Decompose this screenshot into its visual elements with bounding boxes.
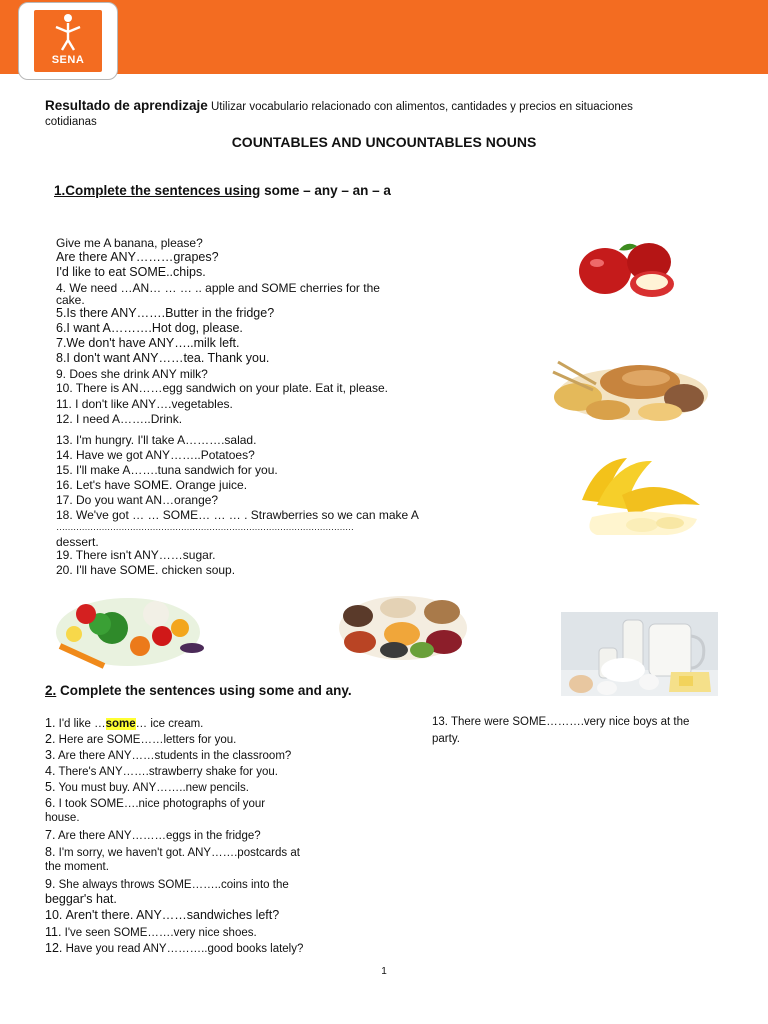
s1-line: 18. We've got … … SOME… … … . Strawberries so we can make A <box>56 508 419 522</box>
s2-text: beggar's hat. <box>45 892 117 906</box>
s2-line <box>45 716 203 730</box>
s1-line: 20. I'll have SOME. chicken soup. <box>56 563 236 577</box>
grains-bread-image <box>548 352 710 424</box>
s2-text: Here are SOME……letters for you. <box>58 734 237 746</box>
s1-line: 7.We don't have ANY…..milk left. <box>56 336 240 350</box>
s1-line: 4. We need …AN… … … .. apple and SOME cherries for the <box>56 281 380 295</box>
s2-highlight: some <box>105 718 136 730</box>
s1-dots-line: …………………………………………………………………………………………… <box>56 522 354 532</box>
sena-logo <box>34 10 102 72</box>
s2-line <box>45 796 265 810</box>
s1-line: 8.I don't want ANY……tea. Thank you. <box>56 351 270 365</box>
s2-right-line: 13. There were SOME……….very nice boys at the <box>432 716 690 728</box>
section2-heading <box>45 683 352 698</box>
s1-line: 19. There isn't ANY……sugar. <box>56 548 216 562</box>
s2-line <box>45 908 279 922</box>
s2-line <box>45 764 278 778</box>
s1-line: 10. There is AN……egg sandwich on your plate. Eat it, please. <box>56 381 388 395</box>
s2-num: 1. <box>45 716 56 730</box>
resultado-text-1: Utilizar vocabulario relacionado con alimentos, cantidades y precios en situaciones <box>211 101 633 113</box>
s2-num: 8. <box>45 845 56 859</box>
bananas-image <box>572 455 704 539</box>
s2-line <box>45 941 303 955</box>
logo-text: SENA <box>51 54 85 66</box>
section2-heading-num: 2. <box>45 683 57 698</box>
resultado-label: Resultado de aprendizaje <box>45 98 208 113</box>
s2-text: There's ANY…….strawberry shake for you. <box>58 766 278 778</box>
s2-line <box>45 812 80 824</box>
s2-line <box>45 925 257 939</box>
s2-line <box>45 732 236 746</box>
page-title: COUNTABLES AND UNCOUNTABLES NOUNS <box>231 134 537 150</box>
s1-line: I'd like to eat SOME..chips. <box>56 265 206 279</box>
s2-num: 2. <box>45 732 56 746</box>
s2-num: 7. <box>45 828 56 842</box>
s2-num: 12. <box>45 941 63 955</box>
s2-text: Aren't there. ANY……sandwiches left? <box>65 908 280 922</box>
apples-image <box>575 238 680 303</box>
s1-line: 13. I'm hungry. I'll take A……….salad. <box>56 433 257 447</box>
s1-line: dessert. <box>56 535 99 549</box>
logo-box <box>18 2 118 80</box>
s2-num: 4. <box>45 764 56 778</box>
s2-text: Have you read ANY………..good books lately? <box>65 943 304 955</box>
s2-text: You must buy. ANY……..new pencils. <box>58 782 249 794</box>
s1-line: 11. I don't like ANY….vegetables. <box>56 397 233 411</box>
s2-text: Are there ANY………eggs in the fridge? <box>58 830 261 842</box>
s2-line <box>45 748 291 762</box>
s1-line: cake. <box>56 293 85 307</box>
s2-line <box>45 780 249 794</box>
s2-text: Are there ANY……students in the classroom? <box>58 750 292 762</box>
section1-heading-underlined: 1.Complete the sentences using <box>54 183 261 198</box>
s2-text: the moment. <box>45 861 109 873</box>
s1-line: 9. Does she drink ANY milk? <box>56 367 208 381</box>
s2-line <box>45 828 261 842</box>
s2-num: 10. <box>45 908 63 922</box>
dairy-image <box>561 612 718 696</box>
s1-line: 15. I'll make A…….tuna sandwich for you. <box>56 463 278 477</box>
resultado-text-2: cotidianas <box>45 116 97 128</box>
s2-line <box>45 877 289 891</box>
s2-line <box>45 892 117 906</box>
s2-line <box>45 861 109 873</box>
s2-num: 6. <box>45 796 56 810</box>
s1-line: 17. Do you want AN…orange? <box>56 493 219 507</box>
s2-text: She always throws SOME……..coins into the <box>58 879 289 891</box>
vegetables-image <box>52 588 208 672</box>
s2-num: 9. <box>45 877 56 891</box>
s2-text-post: … ice cream. <box>135 718 204 730</box>
s1-line: 5.Is there ANY…….Butter in the fridge? <box>56 306 275 320</box>
section1-heading-rest: some – any – an – a <box>260 183 391 198</box>
s2-text: I'm sorry, we haven't got. ANY…….postcards at <box>58 847 300 859</box>
s2-line <box>45 845 300 859</box>
s2-num: 11. <box>45 925 62 939</box>
s2-text: house. <box>45 812 80 824</box>
s2-text: I'd like … <box>58 718 106 730</box>
page-number: 1 <box>381 966 387 977</box>
s1-line: 16. Let's have SOME. Orange juice. <box>56 478 248 492</box>
s1-line: 14. Have we got ANY……..Potatoes? <box>56 448 255 462</box>
s2-num: 5. <box>45 780 56 794</box>
resultado-aprendizaje <box>45 98 745 130</box>
s2-num: 3. <box>45 748 56 762</box>
section2-heading-rest: Complete the sentences using some and any. <box>56 683 352 698</box>
s1-line: 12. I need A……..Drink. <box>56 412 183 426</box>
s2-right-line: party. <box>432 733 460 745</box>
s2-text: I've seen SOME…….very nice shoes. <box>64 927 257 939</box>
s1-line: 6.I want A……….Hot dog, please. <box>56 321 243 335</box>
s1-line: Are there ANY………grapes? <box>56 250 219 264</box>
legumes-image <box>336 592 471 664</box>
section1-heading <box>54 183 391 198</box>
s2-text: I took SOME….nice photographs of your <box>58 798 266 810</box>
s1-line: Give me A banana, please? <box>56 236 203 250</box>
